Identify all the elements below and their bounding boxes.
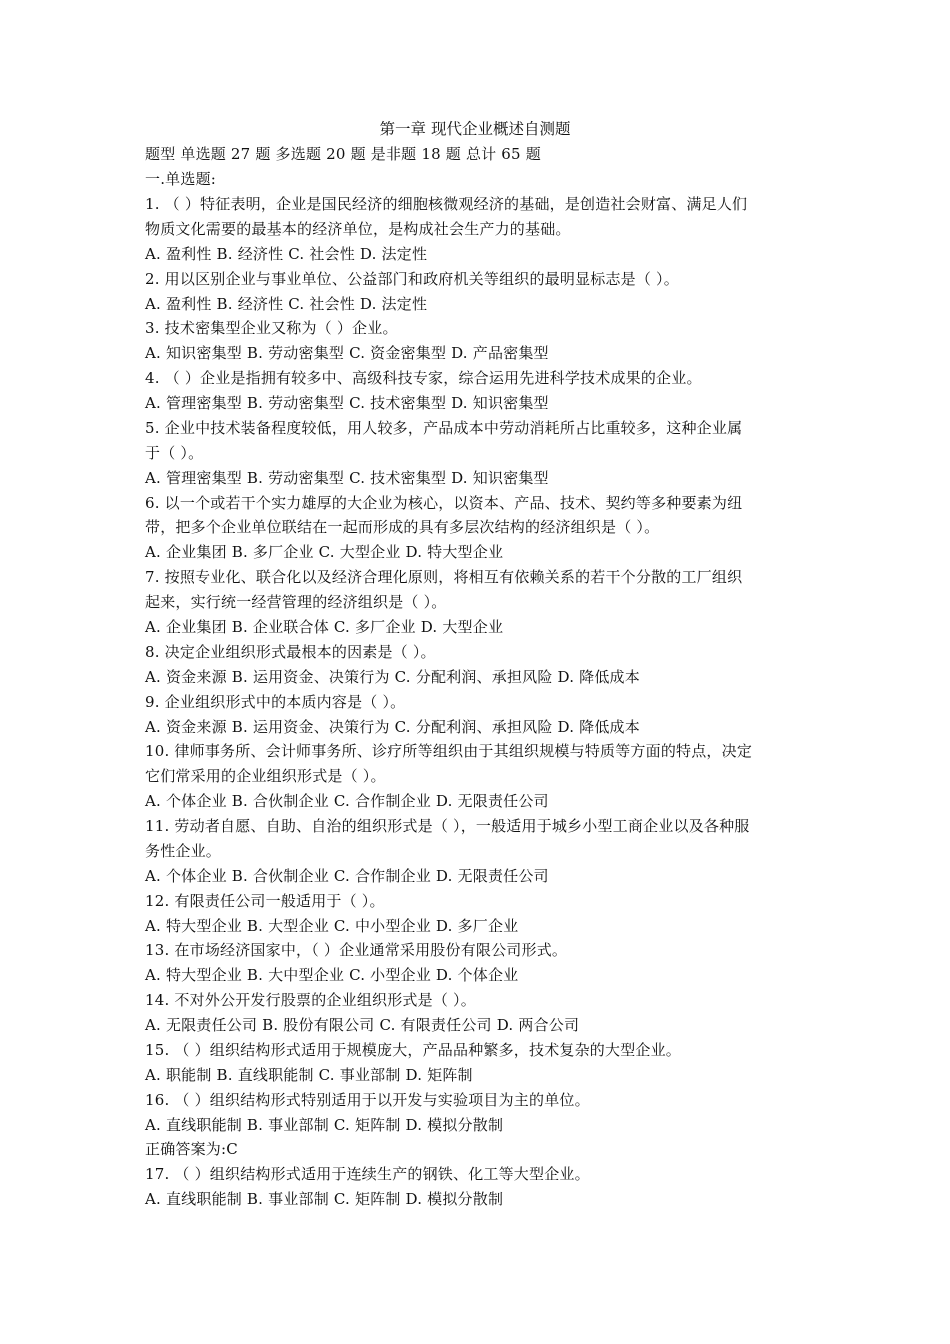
text-line: A. 特大型企业 B. 大型企业 C. 中小型企业 D. 多厂企业 [145,916,519,935]
text-line: A. 直线职能制 B. 事业部制 C. 矩阵制 D. 模拟分散制 [145,1190,504,1209]
text-line: 物质文化需要的最基本的经济单位，是构成社会生产力的基础。 [145,219,571,238]
text-line: 2. 用以区别企业与事业单位、公益部门和政府机关等组织的最明显标志是（ ）。 [145,269,679,288]
text-line: 6. 以一个或若干个实力雄厚的大企业为核心，以资本、产品、技术、契约等多种要素为纽 [145,493,743,512]
text-line: 15. （ ）组织结构形式适用于规模庞大，产品品种繁多，技术复杂的大型企业。 [145,1040,681,1059]
text-line: 3. 技术密集型企业又称为（ ）企业。 [145,319,398,338]
text-line: 11. 劳动者自愿、自助、自治的组织形式是（ ），一般适用于城乡小型工商企业以及各种服 [145,817,750,835]
text-line: 12. 有限责任公司一般适用于（ ）。 [145,891,385,910]
question-summary: 题型 单选题 27 题 多选题 20 题 是非题 18 题 总计 65 题 [145,145,541,163]
text-line: 于（ ）。 [145,443,204,462]
text-line: A. 管理密集型 B. 劳动密集型 C. 技术密集型 D. 知识密集型 [145,468,549,487]
page-title: 第一章 现代企业概述自测题 [379,120,571,138]
text-line: 7. 按照专业化、联合化以及经济合理化原则，将相互有依赖关系的若干个分散的工厂组织 [145,568,743,587]
text-line: A. 资金来源 B. 运用资金、决策行为 C. 分配利润、承担风险 D. 降低成本 [145,667,640,686]
text-line: A. 企业集团 B. 企业联合体 C. 多厂企业 D. 大型企业 [145,618,504,636]
text-line: 带，把多个企业单位联结在一起而形成的具有多层次结构的经济组织是（ ）。 [145,518,660,537]
text-line: A. 个体企业 B. 合伙制企业 C. 合作制企业 D. 无限责任公司 [145,792,549,811]
text-line: 13. 在市场经济国家中，（ ）企业通常采用股份有限公司形式。 [145,941,568,960]
text-line: 起来，实行统一经营管理的经济组织是（ ）。 [145,593,447,612]
text-line: 正确答案为:C [145,1140,238,1159]
text-line: A. 企业集团 B. 多厂企业 C. 大型企业 D. 特大型企业 [145,543,504,562]
text-line: A. 职能制 B. 直线职能制 C. 事业部制 D. 矩阵制 [145,1065,473,1084]
text-line: A. 管理密集型 B. 劳动密集型 C. 技术密集型 D. 知识密集型 [145,394,549,412]
text-line: 16. （ ）组织结构形式特别适用于以开发与实验项目为主的单位。 [145,1090,590,1109]
text-line: A. 知识密集型 B. 劳动密集型 C. 资金密集型 D. 产品密集型 [145,344,549,363]
text-line: 8. 决定企业组织形式最根本的因素是（ ）。 [145,642,436,661]
text-line: 10. 律师事务所、会计师事务所、诊疗所等组织由于其组织规模与特质等方面的特点，决定 [145,742,753,761]
text-line: 9. 企业组织形式中的本质内容是（ ）。 [145,692,406,711]
text-line: 1. （ ）特征表明，企业是国民经济的细胞核微观经济的基础，是创造社会财富、满足人们 [145,195,748,213]
text-line: 5. 企业中技术装备程度较低，用人较多，产品成本中劳动消耗所占比重较多，这种企业属 [145,418,743,437]
text-line: A. 盈利性 B. 经济性 C. 社会性 D. 法定性 [145,244,428,263]
text-line: 14. 不对外公开发行股票的企业组织形式是（ ）。 [145,991,476,1010]
text-line: A. 特大型企业 B. 大中型企业 C. 小型企业 D. 个体企业 [145,966,519,985]
text-line: A. 直线职能制 B. 事业部制 C. 矩阵制 D. 模拟分散制 [145,1115,504,1134]
text-line: A. 盈利性 B. 经济性 C. 社会性 D. 法定性 [145,294,428,313]
section-heading: 一.单选题: [145,170,217,188]
text-line: 务性企业。 [145,841,222,860]
text-line: 4. （ ）企业是指拥有较多中、高级科技专家，综合运用先进科学技术成果的企业。 [145,369,702,388]
text-line: 17. （ ）组织结构形式适用于连续生产的钢铁、化工等大型企业。 [145,1165,590,1184]
text-line: A. 无限责任公司 B. 股份有限公司 C. 有限责任公司 D. 两合公司 [145,1016,580,1034]
text-line: A. 个体企业 B. 合伙制企业 C. 合作制企业 D. 无限责任公司 [145,866,549,885]
text-line: A. 资金来源 B. 运用资金、决策行为 C. 分配利润、承担风险 D. 降低成本 [145,717,640,736]
text-line: 它们常采用的企业组织形式是（ ）。 [145,767,386,786]
